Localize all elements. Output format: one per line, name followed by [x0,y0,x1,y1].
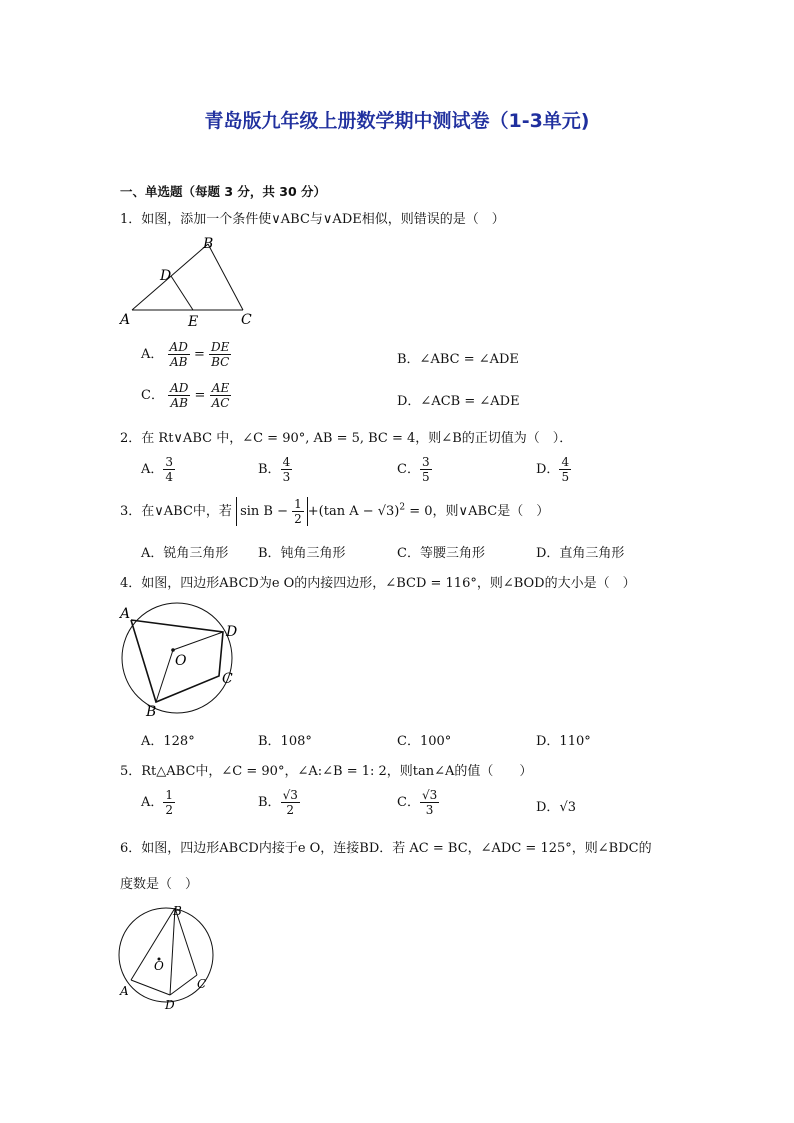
question-5-stem: 5．Rt△ABC中，∠C = 90°，∠A:∠B = 1: 2，则tan∠A的值（ ） [120,764,533,779]
question-1-stem: 1．如图，添加一个条件使∨ABC与∨ADE相似，则错误的是（ ） [120,212,505,227]
q2-option-d[interactable]: D． $\frac{4}{5}$ [536,455,570,484]
q5-option-a[interactable]: A． $\frac{1}{2}$ [141,788,174,817]
q4-option-c[interactable]: C．100° [397,734,452,749]
q5-option-d[interactable]: D．√3 [536,800,576,815]
q1-option-c[interactable]: C． $\frac{AD}{AB}$ = $\frac{AE}{AC}$ [141,381,230,410]
label-C: C [197,977,207,991]
label-A: A [120,984,129,998]
q4-option-b[interactable]: B．108° [258,734,312,749]
question-2-stem: 2．在 Rt∨ABC 中，∠C = 90°, AB = 5, BC = 4，则∠B的正切值为（ ）． [120,431,573,446]
q1-triangle-figure [116,232,266,332]
q3-option-b[interactable]: B．钝角三角形 [258,546,346,561]
q1-option-b[interactable]: B．∠ABC = ∠ADE [397,352,519,367]
label-B: B [146,704,157,720]
q5-option-b[interactable]: B． $\frac{√3}{2}$ [258,788,298,817]
label-D: D [226,624,238,640]
label-C: C [241,312,252,328]
question-6-stem-line1: 6．如图，四边形ABCD内接于e O，连接BD．若 AC = BC，∠ADC = 125°，则∠BDC的 [120,841,652,856]
question-3-stem: 3．在∨ABC中，若 sin B − $\frac{1}{2}$ +(tan A − √3)$^2$ = 0，则∨ABC是（ ） [120,497,550,526]
label-A: A [120,606,131,622]
section-heading: 一、单选题（每题 3 分，共 30 分） [120,184,327,199]
q5-option-c[interactable]: C． $\frac{√3}{3}$ [397,788,438,817]
question-6-stem-line2: 度数是（ ） [120,877,199,892]
q1-option-a[interactable]: A． $\frac{AD}{AB}$ = $\frac{DE}{BC}$ [141,340,230,369]
q1-option-d[interactable]: D．∠ACB = ∠ADE [397,394,520,409]
q2-option-b[interactable]: B． $\frac{4}{3}$ [258,455,291,484]
page-title: 青岛版九年级上册数学期中测试卷（1-3单元) [204,110,590,132]
q4-option-d[interactable]: D．110° [536,734,591,749]
label-B: B [173,904,182,918]
q4-option-a[interactable]: A．128° [141,734,195,749]
q3-option-c[interactable]: C．等腰三角形 [397,546,485,561]
q3-option-d[interactable]: D．直角三角形 [536,546,625,561]
label-D: D [165,998,175,1012]
q6-circle-figure [114,902,218,1012]
q4-circle-figure [114,600,250,722]
label-O: O [175,653,187,669]
label-A: A [120,312,131,328]
label-B: B [203,236,214,252]
label-E: E [188,314,199,330]
label-C: C [222,671,233,687]
q2-option-a[interactable]: A． $\frac{3}{4}$ [141,455,174,484]
q3-option-a[interactable]: A．锐角三角形 [141,546,229,561]
q2-option-c[interactable]: C． $\frac{3}{5}$ [397,455,430,484]
label-O: O [154,959,164,973]
question-4-stem: 4．如图，四边形ABCD为e O的内接四边形，∠BCD = 116°，则∠BOD的大小是（ ） [120,576,636,591]
label-D: D [160,268,172,284]
